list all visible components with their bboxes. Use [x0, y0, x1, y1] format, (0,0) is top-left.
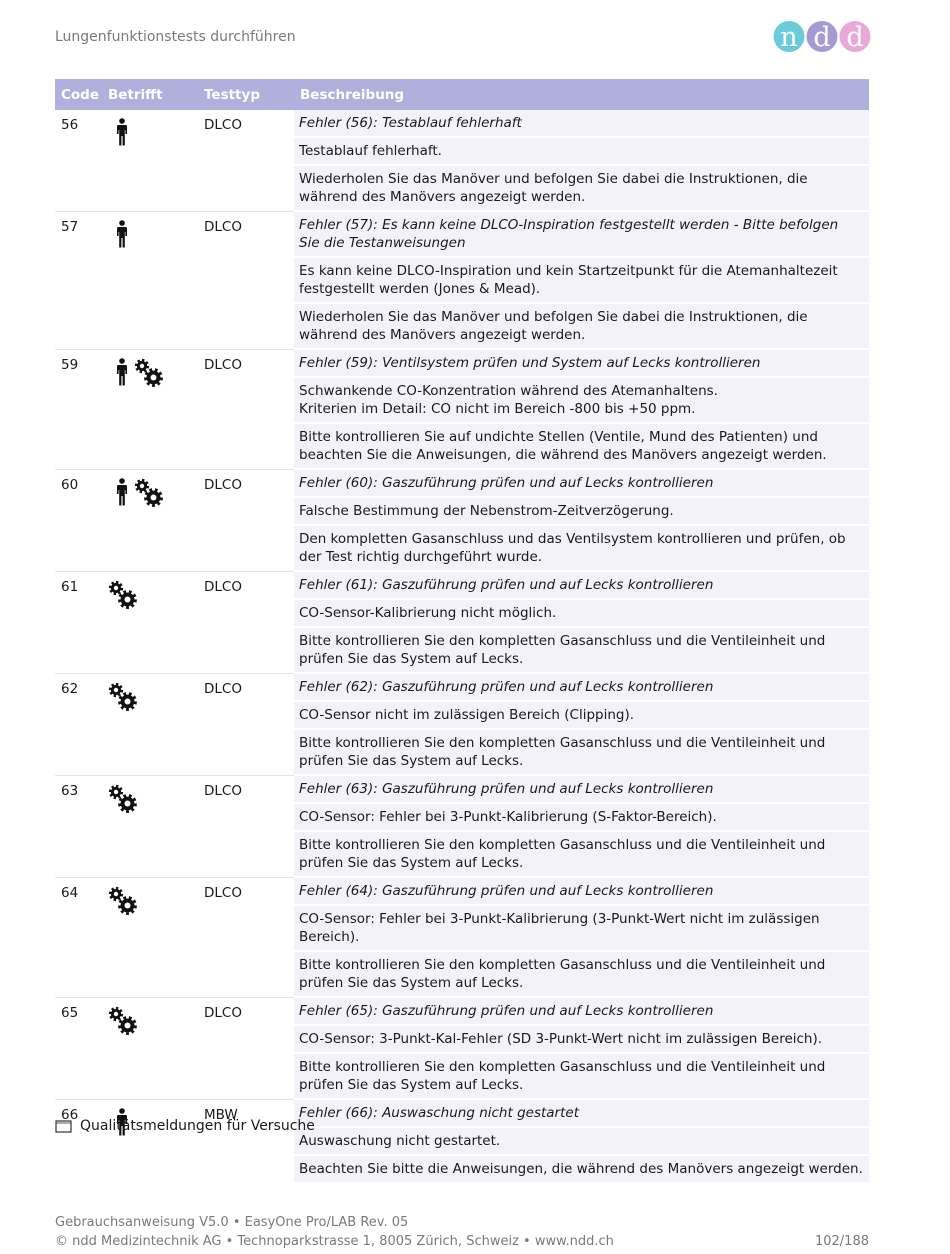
action-text: Bitte kontrollieren Sie auf undichte Stellen (Ventile, Mund des Patienten) und beachten Sie die Anweisungen, die während des Manövers angezeigt werden.: [294, 423, 869, 469]
cause-text: CO-Sensor: Fehler bei 3-Punkt-Kalibrierung (3-Punkt-Wert nicht im zulässigen Bereich).: [294, 905, 869, 951]
affects-icons: [102, 571, 198, 673]
test-type: DLCO: [204, 117, 242, 133]
cause-detail-line: Kriterien im Detail: CO nicht im Bereich -800 bis +50 ppm.: [299, 401, 696, 417]
action-text: Wiederholen Sie das Manöver und befolgen Sie dabei die Instruktionen, die während des Manövers angezeigt werden.: [294, 165, 869, 211]
quality-messages-label: Qualitätsmeldungen für Versuche: [80, 1118, 315, 1134]
book-icon: [55, 1120, 72, 1133]
cause-text: CO-Sensor: 3-Punkt-Kal-Fehler (SD 3-Punkt-Wert nicht im zulässigen Bereich).: [294, 1025, 869, 1053]
fault-message: Fehler (63): Gaszuführung prüfen und auf Lecks kontrollieren: [294, 775, 869, 803]
error-code: 66: [55, 1099, 102, 1183]
error-code-table: [55, 79, 869, 1184]
person-icon: [116, 478, 128, 511]
fault-message: Fehler (57): Es kann keine DLCO-Inspiration festgestellt werden - Bitte befolgen Sie die Testanweisungen: [294, 211, 869, 257]
test-type: DLCO: [198, 997, 294, 1099]
table-row: [55, 110, 869, 137]
affects-icons: [102, 673, 198, 775]
fault-message: Fehler (65): Gaszuführung prüfen und auf Lecks kontrollieren: [294, 997, 869, 1025]
error-code: 65: [55, 997, 102, 1099]
fault-message: Fehler (62): Gaszuführung prüfen und auf Lecks kontrollieren: [294, 673, 869, 701]
affects-icons: [102, 1099, 198, 1183]
table-row: [55, 673, 869, 701]
affects-icons: [102, 877, 198, 997]
error-code: 62: [55, 673, 102, 775]
test-type: DLCO: [198, 349, 294, 469]
cause-text: CO-Sensor nicht im zulässigen Bereich (Clipping).: [294, 701, 869, 729]
table-row: [55, 469, 869, 497]
cause-text: CO-Sensor: Fehler bei 3-Punkt-Kalibrierung (S-Faktor-Bereich).: [294, 803, 869, 831]
fault-message: Fehler (59): Ventilsystem prüfen und System auf Lecks kontrollieren: [294, 349, 869, 377]
gears-icon: [108, 784, 138, 819]
person-icon: [116, 118, 128, 151]
table-row: [55, 877, 869, 905]
cause-text: [294, 377, 869, 423]
page-number: 102/188: [814, 1234, 869, 1249]
action-text: Bitte kontrollieren Sie den kompletten Gasanschluss und die Ventileinheit und prüfen Sie das System auf Lecks.: [294, 627, 869, 673]
gears-icon: [108, 886, 138, 921]
error-code: 60: [55, 469, 102, 571]
affects-icons: [102, 997, 198, 1099]
fault-message: Fehler (60): Gaszuführung prüfen und auf Lecks kontrollieren: [294, 469, 869, 497]
column-header-code: Code: [55, 79, 102, 110]
fault-message: Fehler (64): Gaszuführung prüfen und auf Lecks kontrollieren: [294, 877, 869, 905]
affects-icons: [102, 775, 198, 877]
action-text: Bitte kontrollieren Sie den kompletten Gasanschluss und die Ventileinheit und prüfen Sie das System auf Lecks.: [294, 951, 869, 997]
error-code: 56: [61, 117, 79, 133]
gears-icon: [134, 358, 164, 393]
error-code: 61: [55, 571, 102, 673]
cause-text: CO-Sensor-Kalibrierung nicht möglich.: [294, 599, 869, 627]
cause-text: Testablauf fehlerhaft.: [294, 137, 869, 165]
table-row: [55, 349, 869, 377]
affects-icons: [102, 349, 198, 469]
gears-icon: [108, 580, 138, 615]
action-text: Beachten Sie bitte die Anweisungen, die während des Manövers angezeigt werden.: [294, 1155, 869, 1183]
gears-icon: [108, 682, 138, 717]
action-text: Den kompletten Gasanschluss und das Ventilsystem kontrollieren und prüfen, ob der Test richtig durchgeführt wurde.: [294, 525, 869, 571]
test-type: DLCO: [198, 775, 294, 877]
table-row: [55, 211, 869, 257]
column-header-test-type: Testtyp: [198, 79, 294, 110]
table-row: [55, 997, 869, 1025]
person-icon: [116, 358, 128, 391]
affects-icons: [102, 469, 198, 571]
action-text: Bitte kontrollieren Sie den kompletten Gasanschluss und die Ventileinheit und prüfen Sie das System auf Lecks.: [294, 1053, 869, 1099]
error-code: 64: [55, 877, 102, 997]
table-row: [55, 571, 869, 599]
fault-message: Fehler (61): Gaszuführung prüfen und auf Lecks kontrollieren: [294, 571, 869, 599]
page-header-title: Lungenfunktionstests durchführen: [55, 29, 296, 45]
fault-message: Fehler (56): Testablauf fehlerhaft: [294, 110, 869, 137]
test-type: MBW: [198, 1099, 294, 1183]
column-header-affects: Betrifft: [102, 79, 198, 110]
action-text: Bitte kontrollieren Sie den kompletten Gasanschluss und die Ventileinheit und prüfen Sie das System auf Lecks.: [294, 831, 869, 877]
quality-messages-link[interactable]: [55, 1118, 315, 1134]
logo-letter: d: [813, 22, 831, 53]
action-text: Bitte kontrollieren Sie den kompletten Gasanschluss und die Ventileinheit und prüfen Sie das System auf Lecks.: [294, 729, 869, 775]
table-header-row: [55, 79, 869, 110]
logo-letter: n: [780, 22, 798, 53]
column-header-description: Beschreibung: [294, 79, 869, 110]
fault-message: Fehler (66): Auswaschung nicht gestartet: [294, 1099, 869, 1127]
test-type: DLCO: [198, 571, 294, 673]
cause-text: Auswaschung nicht gestartet.: [294, 1127, 869, 1155]
gears-icon: [134, 478, 164, 513]
test-type: DLCO: [198, 877, 294, 997]
error-code: 63: [55, 775, 102, 877]
affects-icons: [102, 110, 198, 211]
logo-letter: d: [846, 22, 864, 53]
test-type: DLCO: [198, 673, 294, 775]
error-code: 59: [55, 349, 102, 469]
cause-text-line: Schwankende CO-Konzentration während des Atemanhaltens.: [299, 383, 718, 399]
ndd-logo: [773, 20, 871, 53]
error-code: 57: [55, 211, 102, 349]
footer-company-info: © ndd Medizintechnik AG • Technoparkstrasse 1, 8005 Zürich, Schweiz • www.ndd.ch: [55, 1234, 614, 1249]
cause-text: Falsche Bestimmung der Nebenstrom-Zeitverzögerung.: [294, 497, 869, 525]
person-icon: [116, 220, 128, 253]
cause-text: Es kann keine DLCO-Inspiration und kein Startzeitpunkt für die Atemanhaltezeit festgestellt werden (Jones & Mead).: [294, 257, 869, 303]
test-type: DLCO: [198, 211, 294, 349]
action-text: Wiederholen Sie das Manöver und befolgen Sie dabei die Instruktionen, die während des Manövers angezeigt werden.: [294, 303, 869, 349]
gears-icon: [108, 1006, 138, 1041]
footer-document-info: Gebrauchsanweisung V5.0 • EasyOne Pro/LAB Rev. 05: [55, 1215, 409, 1230]
affects-icons: [102, 211, 198, 349]
table-row: [55, 775, 869, 803]
test-type: DLCO: [198, 469, 294, 571]
